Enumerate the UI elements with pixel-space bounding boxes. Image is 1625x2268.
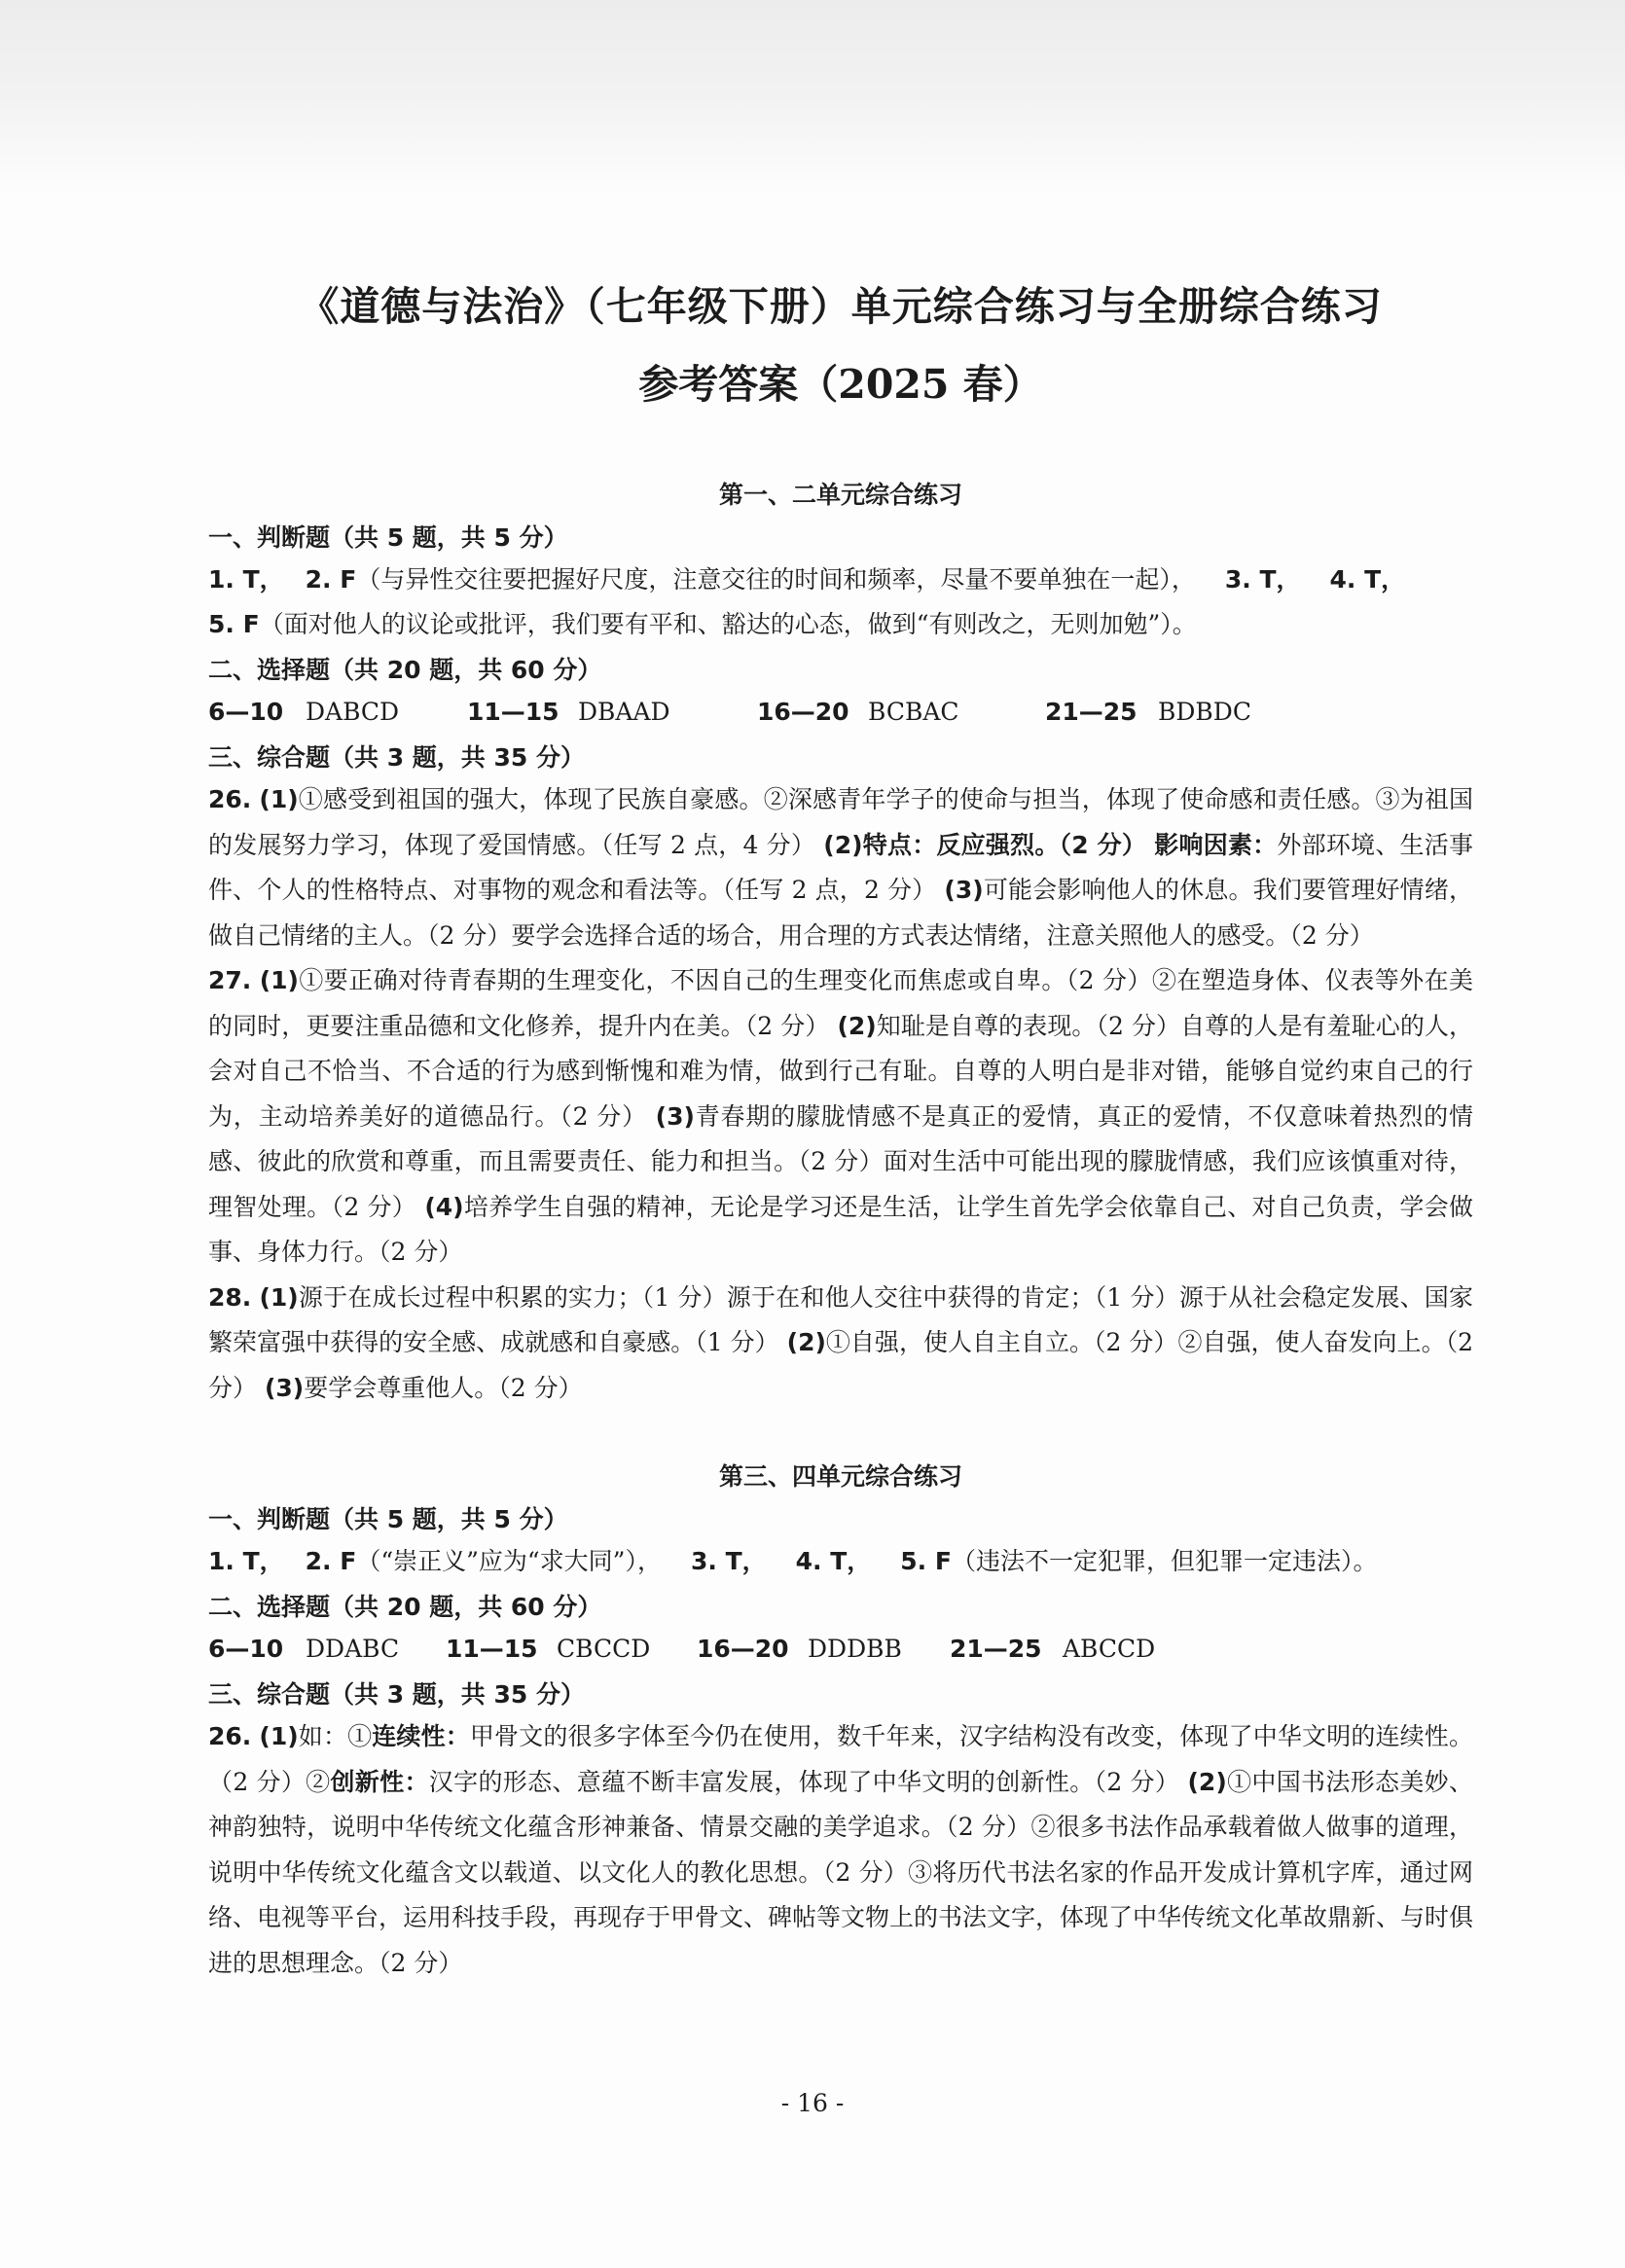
section-title-units-3-4: 第三、四单元综合练习 [718,1462,962,1491]
judge-answer-num: 4. T， [1329,565,1406,594]
choice-answer: DABCD [306,698,400,726]
choice-answer: CBCCD [557,1635,651,1663]
sub-question-mark: (3) [655,1101,695,1131]
judge-answer-num: 1. T， [208,1547,284,1575]
question-26-answer [208,777,1473,958]
judge-heading: 一、判断题（共 5 题，共 5 分） [208,1505,568,1533]
question-number: 27. [208,966,252,994]
choice-answers-row [208,1627,1473,1672]
choice-range: 11—15 [467,698,560,726]
choice-range: 6—10 [208,1635,284,1663]
answer-text: ①感受到祖国的强大，体现了民族自豪感。②深感青年学子的使命与担当，体现了使命感和责任感。③为祖国的发展努力学习，体现了爱国情感。（任写 2 点，4 分） [208,785,1473,859]
section-title-units-1-2: 第一、二单元综合练习 [718,481,962,509]
answer-text: ①自强，使人自主自立。（2 分）②自强，使人奋发向上。（2 分） [208,1328,1474,1402]
answer-text: 外部环境、生活事件、个人的性格特点、对事物的观念和看法等。（任写 2 点，2 分） [208,830,1473,904]
answer-text: 如：① [298,1722,373,1750]
sub-question-mark: (3) [944,876,984,904]
choice-answer: BCBAC [868,698,959,726]
page-title: 《道德与法治》（七年级下册）单元综合练习与全册综合练习 [299,283,1383,330]
answer-text: 知耻是自尊的表现。（2 分）自尊的人是有羞耻心的人，会对自己不恰当、不合适的行为感到惭愧和难为情，做到行己有耻。自尊的人明白是非对错，能够自觉约束自己的行为，主动培养美好的道德品行。（2 分） [208,1011,1474,1131]
question-number: 28. [208,1282,252,1312]
choice-heading: 二、选择题（共 20 题，共 60 分） [208,1593,602,1621]
judge-answers-line [208,1539,1473,1584]
answer-keyword: 连续性： [372,1722,470,1750]
choice-answer: BDBDC [1158,698,1251,726]
choice-answer: ABCCD [1063,1635,1156,1663]
judge-answer-num: 5. F [900,1547,952,1575]
choice-range: 16—20 [757,698,849,726]
question-27-answer [208,958,1473,1276]
sub-question-mark: (2) [823,830,863,859]
question-number: 26. [208,785,252,813]
judge-answer-num: 4. T， [795,1547,872,1575]
answer-text: 甲骨文的很多字体至今仍在使用，数千年来，汉字结构没有改变，体现了中华文明的连续性。（2 分）② [208,1722,1473,1796]
answer-page [208,277,1473,1986]
choice-heading: 二、选择题（共 20 题，共 60 分） [208,656,602,684]
answer-text: 青春期的朦胧情感不是真正的爱情，真正的爱情，不仅意味着热烈的情感、彼此的欣赏和尊重，而且需要责任、能力和担当。（2 分）面对生活中可能出现的朦胧情感，我们应该慎重对待，理智处理。（2 分） [208,1101,1473,1221]
page-number: - 16 - [780,2089,845,2117]
page-subtitle: 参考答案（2025 春） [638,361,1043,408]
answer-text: 源于在成长过程中积累的实力；（1 分）源于在和他人交往中获得的肯定；（1 分）源于从社会稳定发展、国家繁荣富强中获得的安全感、成就感和自豪感。（1 分） [208,1282,1473,1356]
judge-answer-num: 5. F [208,610,260,638]
judge-answer-text: （与异性交往要把握好尺度，注意交往的时间和频率，尽量不要单独在一起）， [356,565,1196,594]
judge-answer-num: 1. T， [208,565,284,594]
judge-answers-line [208,558,1473,602]
sub-question-mark: (3) [264,1373,305,1402]
choice-range: 21—25 [950,1635,1042,1663]
choice-range: 21—25 [1045,698,1138,726]
judge-answer-text: （“崇正义”应为“求大同”）， [356,1547,662,1575]
sub-question-mark: (2) [837,1011,877,1040]
judge-heading: 一、判断题（共 5 题，共 5 分） [208,523,568,552]
sub-question-mark: (1) [259,1282,299,1312]
question-26-answer [208,1714,1473,1986]
sub-question-mark: (1) [259,785,299,813]
answer-text: 汉字的形态、意蕴不断丰富发展，体现了中华文明的创新性。（2 分） [428,1767,1180,1796]
sub-question-mark: (1) [259,1722,299,1750]
sub-question-mark: (2) [1187,1767,1227,1796]
answer-keyword: 影响因素： [1154,830,1278,859]
answer-text: ①中国书法形态美妙、神韵独特，说明中华传统文化蕴含形神兼备、情景交融的美学追求。（2 分）②很多书法作品承载着做人做事的道理，说明中华传统文化蕴含文以载道、以文化人的教化思想。（2 分）③将历代书法名家的作品开发成计算机字库，通过网络、电视等平台，运用科技手段，再现存于甲骨文、碑帖等文物上的书法文字，体现了中华传统文化革故鼎新、与时俱进的思想理念。（2 分） [208,1767,1474,1977]
choice-range: 6—10 [208,698,284,726]
choice-answer: DDDBB [808,1635,902,1663]
answer-text: 要学会尊重他人。（2 分） [304,1373,583,1402]
answer-text: 培养学生自强的精神，无论是学习还是生活，让学生首先学会依靠自己、对自己负责，学会做事、身体力行。（2 分） [208,1192,1473,1266]
sub-question-mark: (1) [259,966,299,994]
judge-answer-text: （违法不一定犯罪，但犯罪一定违法）。 [951,1547,1378,1575]
scan-top-shadow [0,0,1625,195]
choice-range: 16—20 [697,1635,789,1663]
sub-question-mark: (2) [786,1328,826,1356]
judge-answer-num: 2. F [305,565,357,594]
choice-answers-row [208,690,1473,735]
choice-answer: DBAAD [578,698,670,726]
answer-text: 特点：反应强烈。（2 分） [862,830,1147,859]
comprehensive-heading: 三、综合题（共 3 题，共 35 分） [208,1680,586,1709]
judge-answer-text: （面对他人的议论或批评，我们要有平和、豁达的心态，做到“有则改之，无则加勉”）。 [259,610,1197,638]
choice-range: 11—15 [446,1635,538,1663]
judge-answer-num: 3. T， [690,1547,767,1575]
answer-text: 可能会影响他人的休息。我们要管理好情绪，做自己情绪的主人。（2 分）要学会选择合适的场合，用合理的方式表达情绪，注意关照他人的感受。（2 分） [208,876,1473,950]
judge-answers-line [208,602,1473,647]
judge-answer-num: 3. T， [1224,565,1301,594]
sub-question-mark: (4) [424,1192,464,1221]
answer-text: ①要正确对待青春期的生理变化，不因自己的生理变化而焦虑或自卑。（2 分）②在塑造身体、仪表等外在美的同时，更要注重品德和文化修养，提升内在美。（2 分） [208,966,1474,1040]
choice-answer: DDABC [306,1635,400,1663]
question-number: 26. [208,1722,252,1750]
judge-answer-num: 2. F [305,1547,357,1575]
comprehensive-heading: 三、综合题（共 3 题，共 35 分） [208,743,586,772]
answer-keyword: 创新性： [330,1767,429,1796]
question-28-answer [208,1276,1473,1412]
